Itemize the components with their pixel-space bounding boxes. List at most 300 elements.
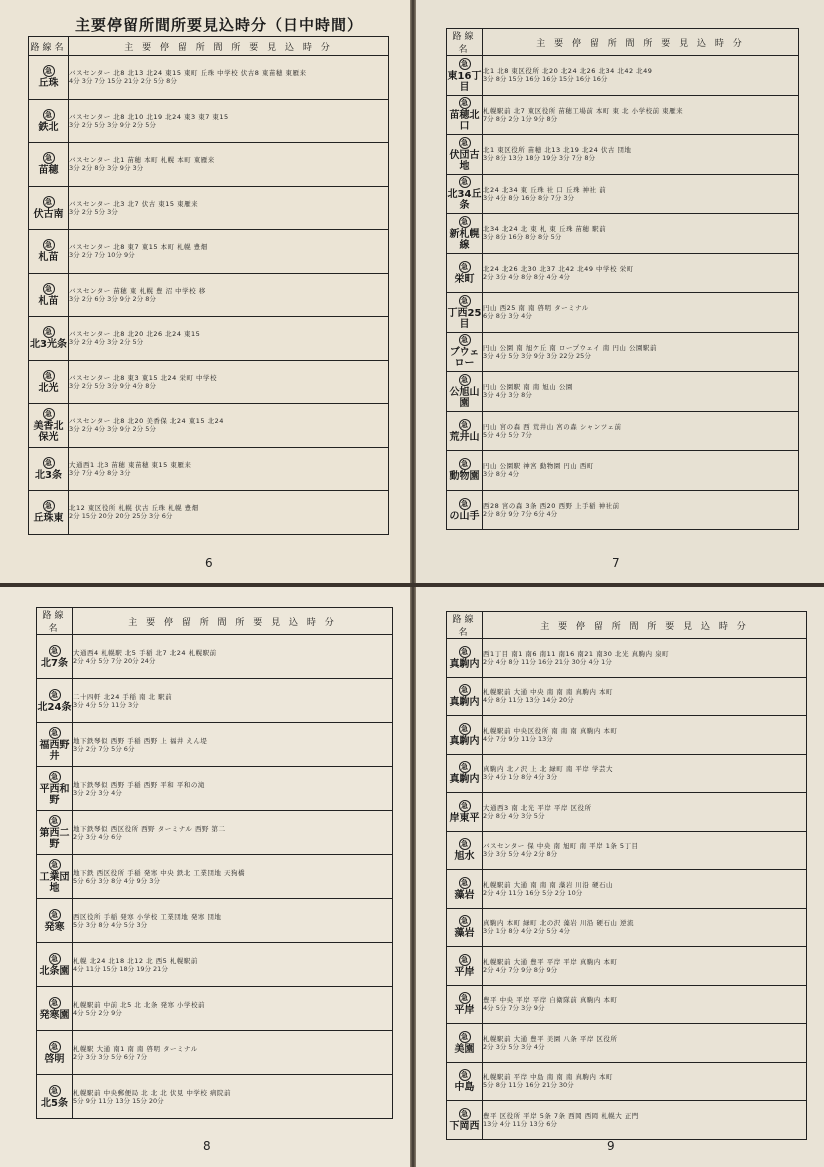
route-row — [447, 411, 799, 451]
route-name-cell — [447, 332, 483, 372]
page-7 — [414, 0, 824, 583]
travel-times: 3分 7分 4分 8分 3分 — [69, 468, 131, 477]
travel-times: 3分 4分 5分 3分 9分 3分 22分 25分 — [483, 351, 591, 360]
travel-times: 2分 4分 5分 7分 20分 24分 — [73, 656, 156, 665]
stop-list: 豊平 区役所 平岸 5条 7条 西岡 西岡 札幌大 正門 — [483, 1111, 639, 1120]
route-mark-icon: 急 — [459, 992, 471, 1004]
stop-list: 北34 北24 北 東 札 東 丘珠 苗穂 駅前 — [483, 225, 607, 234]
route-name-cell — [447, 947, 483, 986]
travel-times: 6分 8分 3分 4分 — [483, 312, 532, 321]
route-times-cell — [69, 317, 389, 361]
route-times-cell — [483, 135, 799, 175]
route-times-cell — [483, 985, 807, 1024]
travel-times: 3分 2分 5分 3分 — [69, 207, 118, 216]
route-mark-icon: 急 — [49, 771, 61, 783]
travel-times: 2分 8分 4分 3分 5分 — [483, 811, 545, 820]
stop-list: 札幌駅前 大通 豊平 平岸 平岸 真駒内 本町 — [483, 957, 618, 966]
col-route-name: 路線名 — [29, 37, 69, 56]
route-times-cell — [483, 716, 807, 755]
route-name-cell — [447, 1101, 483, 1140]
route-name-cell — [29, 491, 69, 535]
route-times-cell — [69, 186, 389, 230]
travel-times: 3分 4分 1分 8分 4分 3分 — [483, 773, 558, 782]
stop-list: 円山 公園 南 旭ケ丘 南 ロープウェイ 南 円山 公園駅前 — [483, 343, 657, 352]
route-mark-icon: 急 — [459, 954, 471, 966]
route-name: 新札幌線 — [449, 228, 480, 251]
stop-list: バスセンター 北8 北13 北24 東15 東町 丘珠 中学校 伏古8 東苗穂 東雁来 — [69, 69, 307, 78]
route-row — [29, 491, 389, 535]
route-name: 平西和野 — [39, 784, 70, 806]
page-number: 8 — [203, 1139, 211, 1153]
stop-list: バスセンター 保 中央 南 旭町 南 平岸 1条 5丁目 — [483, 842, 639, 851]
travel-times: 4分 3分 7分 15分 21分 2分 5分 8分 — [69, 77, 177, 86]
col-route-name: 路線名 — [447, 612, 483, 639]
route-name: 苗穂 — [38, 165, 59, 177]
route-name-cell — [447, 95, 483, 135]
route-mark-icon: 急 — [459, 1031, 471, 1043]
route-name-cell — [37, 679, 73, 723]
travel-times: 5分 9分 11分 13分 15分 20分 — [73, 1096, 164, 1105]
route-name: 札苗 — [38, 295, 59, 307]
route-times-cell — [69, 56, 389, 100]
route-row — [447, 135, 799, 175]
route-name-cell — [447, 135, 483, 175]
route-times-cell — [483, 253, 799, 293]
route-name-cell — [447, 293, 483, 333]
route-mark-icon: 急 — [459, 295, 471, 307]
route-row — [447, 451, 799, 491]
route-mark-icon: 急 — [459, 176, 471, 188]
route-times-cell — [483, 831, 807, 870]
route-name-cell — [447, 831, 483, 870]
route-name-cell — [29, 230, 69, 274]
travel-times: 3分 2分 7分 5分 6分 — [73, 744, 135, 753]
stop-list: 地下鉄琴似 西野 手稲 西野 上 福井 えん堤 — [73, 736, 208, 745]
route-row — [29, 317, 389, 361]
route-mark-icon: 急 — [49, 953, 61, 965]
stop-list: バスセンター 北8 東3 東15 北24 栄町 中学校 — [69, 373, 217, 382]
route-name: 発寒 — [44, 921, 65, 933]
route-row — [447, 639, 807, 678]
route-row — [447, 754, 807, 793]
route-name-cell — [29, 186, 69, 230]
stop-list: 北24 北26 北30 北37 北42 北49 中学校 栄町 — [483, 264, 634, 273]
stop-list: 札幌 北24 北18 北12 北 西5 札幌駅前 — [73, 956, 198, 965]
stop-list: 北12 東区役所 札幌 伏古 丘珠 札幌 豊畑 — [69, 504, 199, 513]
route-row — [447, 174, 799, 214]
route-name: の山手 — [449, 510, 480, 522]
route-mark-icon: 急 — [459, 761, 471, 773]
travel-times: 3分 4分 5分 11分 3分 — [73, 700, 139, 709]
route-times-cell — [69, 230, 389, 274]
route-row — [37, 1075, 393, 1119]
route-times-cell — [69, 491, 389, 535]
route-row — [447, 908, 807, 947]
route-row — [29, 273, 389, 317]
page-number: 7 — [612, 556, 620, 570]
stop-list: 札幌駅前 大通 豊平 美園 八条 平岸 区役所 — [483, 1034, 618, 1043]
route-name: 旭水 — [454, 851, 475, 863]
route-name: 丘珠 — [38, 78, 59, 90]
travel-times: 2分 4分 11分 16分 5分 2分 10分 — [483, 888, 583, 897]
stop-list: バスセンター 北1 苗穂 本町 札幌 本町 東雁来 — [69, 156, 215, 165]
travel-times: 3分 2分 4分 3分 9分 2分 5分 — [69, 425, 156, 434]
route-name: 美園 — [454, 1043, 475, 1055]
route-name: 北3条 — [35, 469, 62, 481]
route-times-cell — [69, 360, 389, 404]
route-name: 発寒園 — [39, 1009, 70, 1021]
travel-times: 3分 2分 6分 3分 9分 2分 8分 — [69, 294, 156, 303]
route-mark-icon: 急 — [459, 97, 471, 109]
stop-list: 地下鉄琴似 西区役所 西野 ターミナル 西野 第二 — [73, 824, 226, 833]
travel-times: 7分 8分 2分 1分 9分 8分 — [483, 114, 558, 123]
route-name-cell — [447, 214, 483, 254]
route-name: 藻岩 — [454, 889, 475, 901]
travel-times: 13分 4分 11分 13分 6分 — [483, 1119, 557, 1128]
route-times-cell — [483, 411, 799, 451]
route-mark-icon: 急 — [49, 1041, 61, 1053]
travel-times: 4分 11分 15分 18分 19分 21分 — [73, 964, 168, 973]
route-row — [447, 372, 799, 412]
travel-times: 2分 3分 3分 5分 6分 7分 — [73, 1052, 148, 1061]
route-name: 美香北保光 — [33, 420, 64, 443]
route-row — [447, 1062, 807, 1101]
route-times-cell — [483, 174, 799, 214]
route-name: 平岸 — [454, 1005, 475, 1017]
travel-times: 2分 3分 4分 6分 — [73, 832, 122, 841]
route-mark-icon: 急 — [459, 723, 471, 735]
route-mark-icon: 急 — [43, 500, 55, 512]
route-row — [37, 987, 393, 1031]
stop-list: 西区役所 手稲 発寒 小学校 工業団地 発寒 団地 — [73, 912, 222, 921]
travel-times: 5分 6分 3分 8分 4分 9分 3分 — [73, 876, 160, 885]
route-times-cell — [73, 1031, 393, 1075]
route-name-cell — [37, 635, 73, 679]
route-times-cell — [73, 987, 393, 1031]
travel-times: 3分 4分 8分 16分 8分 7分 3分 — [483, 193, 574, 202]
route-name: 真駒内 — [449, 658, 480, 670]
stop-list: 円山 西25 南 南 啓明 ターミナル — [483, 304, 589, 313]
route-row — [447, 253, 799, 293]
route-row — [447, 56, 799, 96]
route-row — [447, 677, 807, 716]
stop-list: 札幌駅 大通 南1 南 南 啓明 ターミナル — [73, 1044, 198, 1053]
route-mark-icon: 急 — [49, 815, 61, 827]
route-row — [37, 899, 393, 943]
route-name: 真駒内 — [449, 774, 480, 786]
travel-times: 2分 3分 4分 8分 8分 4分 4分 — [483, 272, 570, 281]
route-mark-icon: 急 — [459, 261, 471, 273]
stop-list: バスセンター 北8 東7 東15 本町 札幌 豊畑 — [69, 243, 208, 252]
timetable — [446, 28, 799, 530]
travel-times: 4分 5分 2分 9分 — [73, 1008, 122, 1017]
route-mark-icon: 急 — [459, 838, 471, 850]
route-row — [37, 943, 393, 987]
route-row — [37, 679, 393, 723]
route-times-cell — [483, 95, 799, 135]
route-row — [29, 143, 389, 187]
route-name-cell — [37, 811, 73, 855]
stop-list: 大通西1 北3 苗穂 東苗穂 東15 東雁来 — [69, 460, 192, 469]
page-number: 6 — [205, 556, 213, 570]
route-name-cell — [447, 1062, 483, 1101]
travel-times: 3分 2分 7分 10分 9分 — [69, 251, 135, 260]
travel-times: 4分 5分 7分 3分 9分 — [483, 1004, 545, 1013]
route-name: 工業団地 — [39, 872, 70, 894]
stop-list: 地下鉄 西区役所 手稲 発寒 中央 鉄北 工業団地 天狗橋 — [73, 868, 245, 877]
route-name-cell — [447, 639, 483, 678]
route-mark-icon: 急 — [459, 137, 471, 149]
route-times-cell — [483, 639, 807, 678]
route-name-cell — [29, 56, 69, 100]
route-name: 福西野井 — [39, 740, 70, 762]
route-name: 公旭山園 — [449, 386, 480, 409]
scan-divider — [0, 583, 824, 587]
route-times-cell — [73, 811, 393, 855]
travel-times: 4分 7分 9分 11分 13分 — [483, 734, 553, 743]
route-name: 伏団古地 — [449, 149, 480, 172]
route-name-cell — [447, 793, 483, 832]
route-name-cell — [37, 1031, 73, 1075]
route-row — [447, 95, 799, 135]
route-name: 第西二野 — [39, 828, 70, 850]
route-name: 岸東平 — [449, 812, 480, 824]
route-name-cell — [447, 56, 483, 96]
route-row — [447, 831, 807, 870]
route-times-cell — [483, 372, 799, 412]
route-times-cell — [73, 635, 393, 679]
route-name-cell — [29, 143, 69, 187]
route-times-cell — [73, 679, 393, 723]
route-name-cell — [447, 174, 483, 214]
route-name-cell — [29, 99, 69, 143]
route-name-cell — [29, 404, 69, 448]
stop-list: 北24 北34 東 丘珠 社 口 丘珠 神社 前 — [483, 185, 607, 194]
route-times-cell — [483, 1101, 807, 1140]
route-name: 中島 — [454, 1082, 475, 1094]
route-mark-icon: 急 — [459, 915, 471, 927]
travel-times: 2分 4分 8分 11分 16分 21分 30分 4分 1分 — [483, 657, 612, 666]
stop-list: 真駒内 本町 緑町 北の沢 藻岩 川沿 硬石山 逆流 — [483, 919, 634, 928]
route-mark-icon: 急 — [459, 419, 471, 431]
travel-times: 3分 8分 15分 16分 16分 15分 16分 16分 — [483, 75, 608, 84]
travel-times: 3分 2分 5分 3分 9分 4分 8分 — [69, 381, 156, 390]
route-mark-icon: 急 — [43, 326, 55, 338]
route-times-cell — [483, 490, 799, 530]
travel-times: 3分 3分 5分 4分 2分 8分 — [483, 850, 558, 859]
col-times: 主 要 停 留 所 間 所 要 見 込 時 分 — [483, 29, 799, 56]
route-mark-icon: 急 — [49, 645, 61, 657]
travel-times: 3分 1分 8分 4分 2分 5分 4分 — [483, 927, 570, 936]
route-name: 北3光条 — [30, 339, 67, 351]
route-mark-icon: 急 — [43, 109, 55, 121]
route-name-cell — [37, 855, 73, 899]
route-mark-icon: 急 — [459, 800, 471, 812]
travel-times: 3分 2分 8分 3分 9分 3分 — [69, 164, 144, 173]
route-row — [447, 1024, 807, 1063]
route-name: 動物園 — [449, 471, 480, 483]
route-times-cell — [73, 767, 393, 811]
col-times: 主 要 停 留 所 間 所 要 見 込 時 分 — [73, 608, 393, 635]
route-mark-icon: 急 — [459, 1069, 471, 1081]
route-row — [37, 855, 393, 899]
stop-list: 札幌駅前 中央区役所 南 南 南 真駒内 本町 — [483, 726, 618, 735]
route-times-cell — [69, 273, 389, 317]
route-times-cell — [73, 855, 393, 899]
route-name: 伏古南 — [33, 208, 64, 220]
route-name-cell — [447, 870, 483, 909]
route-name: 東16丁目 — [447, 70, 482, 93]
route-name: 鉄北 — [38, 121, 59, 133]
route-mark-icon: 急 — [43, 65, 55, 77]
route-mark-icon: 急 — [459, 458, 471, 470]
route-row — [37, 1031, 393, 1075]
route-mark-icon: 急 — [459, 1108, 471, 1120]
route-name: 栄町 — [454, 273, 475, 285]
route-mark-icon: 急 — [459, 877, 471, 889]
route-mark-icon: 急 — [49, 859, 61, 871]
stop-list: 北1 東区役所 苗穂 北13 北19 北24 伏古 団地 — [483, 146, 632, 155]
route-row — [37, 811, 393, 855]
route-row — [29, 360, 389, 404]
stop-list: 札幌駅前 中前 北5 北 北条 発寒 小学校前 — [73, 1000, 206, 1009]
route-name: 札苗 — [38, 252, 59, 264]
stop-list: 豊平 中央 平岸 平岸 自衛隊前 真駒内 本町 — [483, 996, 618, 1005]
stop-list: 札幌駅前 大通 南 南 南 藻岩 川沿 硬石山 — [483, 880, 613, 889]
timetable — [36, 607, 393, 1119]
route-name-cell — [29, 273, 69, 317]
route-row — [29, 56, 389, 100]
route-name: 平岸 — [454, 966, 475, 978]
stop-list: バスセンター 北8 北10 北19 北24 東3 東7 東15 — [69, 112, 229, 121]
route-row — [447, 490, 799, 530]
route-name-cell — [37, 1075, 73, 1119]
stop-list: 円山 公園駅 南 南 旭山 公園 — [483, 383, 573, 392]
route-row — [447, 870, 807, 909]
route-times-cell — [73, 899, 393, 943]
route-mark-icon: 急 — [43, 283, 55, 295]
route-row — [37, 635, 393, 679]
route-times-cell — [483, 1062, 807, 1101]
route-times-cell — [73, 943, 393, 987]
route-name-cell — [447, 716, 483, 755]
stop-list: バスセンター 北8 北20 北26 北24 東15 — [69, 330, 201, 339]
route-mark-icon: 急 — [43, 196, 55, 208]
route-name-cell — [447, 985, 483, 1024]
route-name-cell — [37, 899, 73, 943]
travel-times: 5分 3分 8分 4分 5分 3分 — [73, 920, 148, 929]
travel-times: 2分 15分 20分 20分 25分 3分 6分 — [69, 512, 173, 521]
travel-times: 3分 8分 4分 — [483, 470, 520, 479]
route-name: 北24条 — [37, 701, 72, 713]
route-name-cell — [37, 987, 73, 1031]
travel-times: 2分 8分 9分 7分 6分 4分 — [483, 509, 558, 518]
route-name: 藻岩 — [454, 928, 475, 940]
route-row — [447, 985, 807, 1024]
route-name-cell — [37, 767, 73, 811]
route-mark-icon: 急 — [49, 909, 61, 921]
route-name: ブウェロー — [449, 347, 480, 370]
route-name-cell — [29, 447, 69, 491]
stop-list: 札幌駅前 北7 東区役所 苗穂工場前 本町 東 北 小学校前 東雁来 — [483, 106, 684, 115]
route-name: 北5条 — [41, 1097, 68, 1109]
route-name: 啓明 — [44, 1053, 65, 1065]
stop-list: 北1 北8 東区役所 北20 北24 北26 北34 北42 北49 — [483, 67, 653, 76]
timetable — [446, 611, 807, 1140]
route-row — [447, 214, 799, 254]
route-mark-icon: 急 — [43, 152, 55, 164]
stop-list: バスセンター 北8 北20 美香保 北24 東15 北24 — [69, 417, 224, 426]
route-name: 北条園 — [39, 965, 70, 977]
travel-times: 5分 4分 5分 7分 — [483, 430, 532, 439]
stop-list: 大通西3 南 北光 平岸 平岸 区役所 — [483, 803, 592, 812]
stop-list: 真駒内 北ノ沢 上 北 緑町 南 平岸 学芸大 — [483, 765, 613, 774]
route-name: 丁西25目 — [447, 307, 482, 330]
route-row — [37, 767, 393, 811]
route-row — [29, 186, 389, 230]
stop-list: 札幌駅前 平岸 中島 南 南 南 真駒内 本町 — [483, 1073, 613, 1082]
route-name: 荒井山 — [449, 431, 480, 443]
route-name: 丘珠東 — [33, 513, 64, 525]
route-times-cell — [483, 1024, 807, 1063]
route-name-cell — [447, 372, 483, 412]
route-row — [29, 447, 389, 491]
route-name-cell — [37, 723, 73, 767]
route-mark-icon: 急 — [459, 216, 471, 228]
route-times-cell — [483, 908, 807, 947]
route-row — [447, 332, 799, 372]
route-mark-icon: 急 — [459, 374, 471, 386]
route-mark-icon: 急 — [459, 646, 471, 658]
route-row — [447, 793, 807, 832]
route-name-cell — [447, 253, 483, 293]
route-name-cell — [29, 360, 69, 404]
page-8 — [0, 587, 412, 1167]
route-times-cell — [483, 56, 799, 96]
travel-times: 4分 8分 11分 13分 14分 20分 — [483, 696, 574, 705]
route-mark-icon: 急 — [459, 498, 471, 510]
route-row — [29, 99, 389, 143]
route-times-cell — [69, 404, 389, 448]
travel-times: 3分 8分 16分 8分 8分 5分 — [483, 233, 562, 242]
route-times-cell — [73, 723, 393, 767]
route-mark-icon: 急 — [49, 1085, 61, 1097]
route-times-cell — [483, 793, 807, 832]
travel-times: 2分 3分 5分 3分 4分 — [483, 1042, 545, 1051]
route-name: 苗穂北口 — [449, 110, 480, 133]
travel-times: 3分 4分 3分 8分 — [483, 391, 532, 400]
route-mark-icon: 急 — [459, 684, 471, 696]
route-name: 北7条 — [41, 657, 68, 669]
route-row — [29, 404, 389, 448]
stop-list: 円山 宮の森 西 荒井山 宮の森 シャンツェ前 — [483, 422, 622, 431]
travel-times: 3分 8分 13分 18分 19分 3分 7分 8分 — [483, 154, 595, 163]
stop-list: 二十四軒 北24 手稲 南 北 駅前 — [73, 692, 173, 701]
route-times-cell — [483, 870, 807, 909]
route-times-cell — [483, 451, 799, 491]
route-row — [37, 723, 393, 767]
page-6 — [0, 0, 412, 583]
stop-list: 札幌駅前 中央郵便局 北 北 北 伏見 中学校 病院前 — [73, 1088, 231, 1097]
route-times-cell — [483, 293, 799, 333]
route-mark-icon: 急 — [459, 58, 471, 70]
route-name: 北光 — [38, 382, 59, 394]
col-times: 主 要 停 留 所 間 所 要 見 込 時 分 — [69, 37, 389, 56]
route-name-cell — [447, 908, 483, 947]
route-name-cell — [29, 317, 69, 361]
route-name-cell — [447, 490, 483, 530]
stop-list: 札幌駅前 大通 中央 南 南 南 真駒内 本町 — [483, 688, 613, 697]
